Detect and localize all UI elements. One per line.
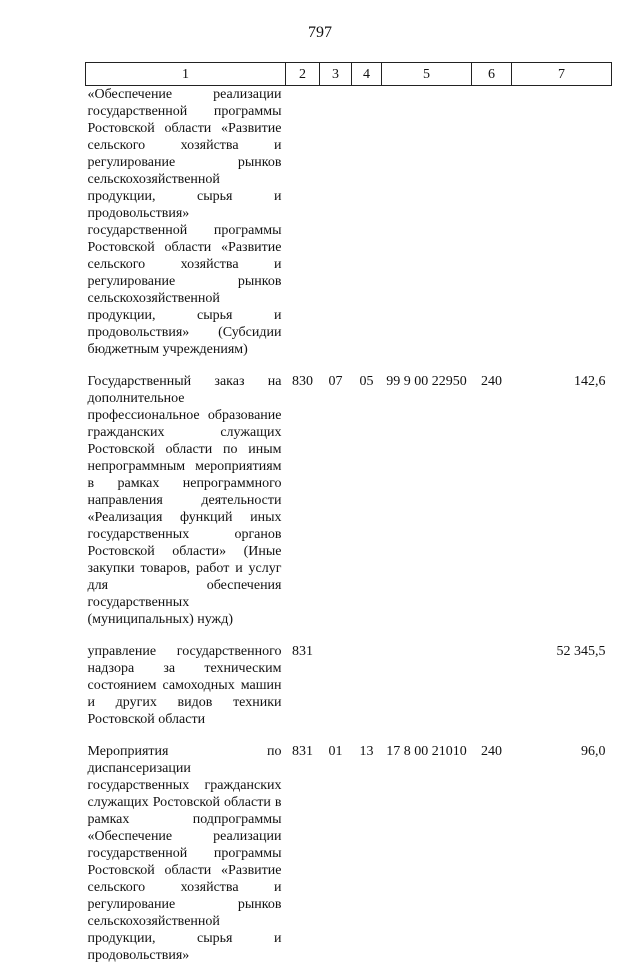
cell-section: 01 [328, 744, 343, 759]
cell-target-article [382, 86, 472, 374]
cell-section [320, 86, 352, 374]
row-description: Мероприятия по диспансеризации государственных гражданских служащих Ростовской области в рамках подпрограммы «Обеспечение реализации государственной программы Ростовской области «Развитие сельского хозяйства и регулирование рынков сельскохозяйственной продукции, сырья и продовольствия» [87, 744, 282, 963]
cell-expense-type [472, 643, 512, 743]
column-header-2: 2 [286, 63, 320, 86]
column-header-5: 5 [382, 63, 472, 86]
cell-ministry-code [286, 86, 320, 374]
cell-ministry-code: 831 [292, 644, 313, 659]
table-row [86, 743, 612, 979]
row-description: Государственный заказ на дополнительное профессиональное образование гражданских служащих Ростовской области по иным непрограммным мероприятиям в рамках непрограммного направления деятельности «Реализация функций иных государственных органов Ростовской области» (Иные закупки товаров, работ и услуг для обеспечения государственных (муниципальных) нужд) [87, 374, 282, 627]
row-description: «Обеспечение реализации государственной программы Ростовской области «Развитие сельского хозяйства и регулирование рынков сельскохозяйственной продукции, сырья и продовольствия» государственной программы Ростовской области «Развитие сельского хозяйства и регулирование рынков сельскохозяйственной продукции, сырья и продовольствия» (Субсидии бюджетным учреждениям) [87, 87, 282, 357]
column-header-3: 3 [320, 63, 352, 86]
table-header-row [86, 63, 612, 86]
cell-subsection: 05 [359, 374, 374, 389]
budget-table [85, 62, 612, 979]
cell-subsection [352, 86, 382, 374]
column-header-4: 4 [352, 63, 382, 86]
page-number: 797 [308, 24, 332, 41]
cell-target-article: 17 8 00 21010 [386, 744, 467, 759]
table-row [86, 643, 612, 743]
cell-expense-type: 240 [481, 374, 502, 389]
cell-ministry-code: 831 [292, 744, 313, 759]
cell-target-article [382, 643, 472, 743]
column-header-1: 1 [86, 63, 286, 86]
cell-subsection [352, 643, 382, 743]
cell-subsection: 13 [359, 744, 374, 759]
cell-section [320, 643, 352, 743]
column-header-6: 6 [472, 63, 512, 86]
cell-ministry-code: 830 [292, 374, 313, 389]
cell-expense-type [472, 86, 512, 374]
row-description: управление государственного надзора за техническим состоянием самоходных машин и других видов техники Ростовской области [87, 644, 282, 727]
cell-amount: 96,0 [581, 744, 606, 759]
cell-amount [512, 86, 612, 374]
cell-amount: 52 345,5 [556, 644, 606, 659]
table-row [86, 86, 612, 374]
table-row [86, 373, 612, 643]
cell-section: 07 [328, 374, 343, 389]
cell-expense-type: 240 [481, 744, 502, 759]
cell-target-article: 99 9 00 22950 [386, 374, 467, 389]
column-header-7: 7 [512, 63, 612, 86]
cell-amount: 142,6 [574, 374, 606, 389]
